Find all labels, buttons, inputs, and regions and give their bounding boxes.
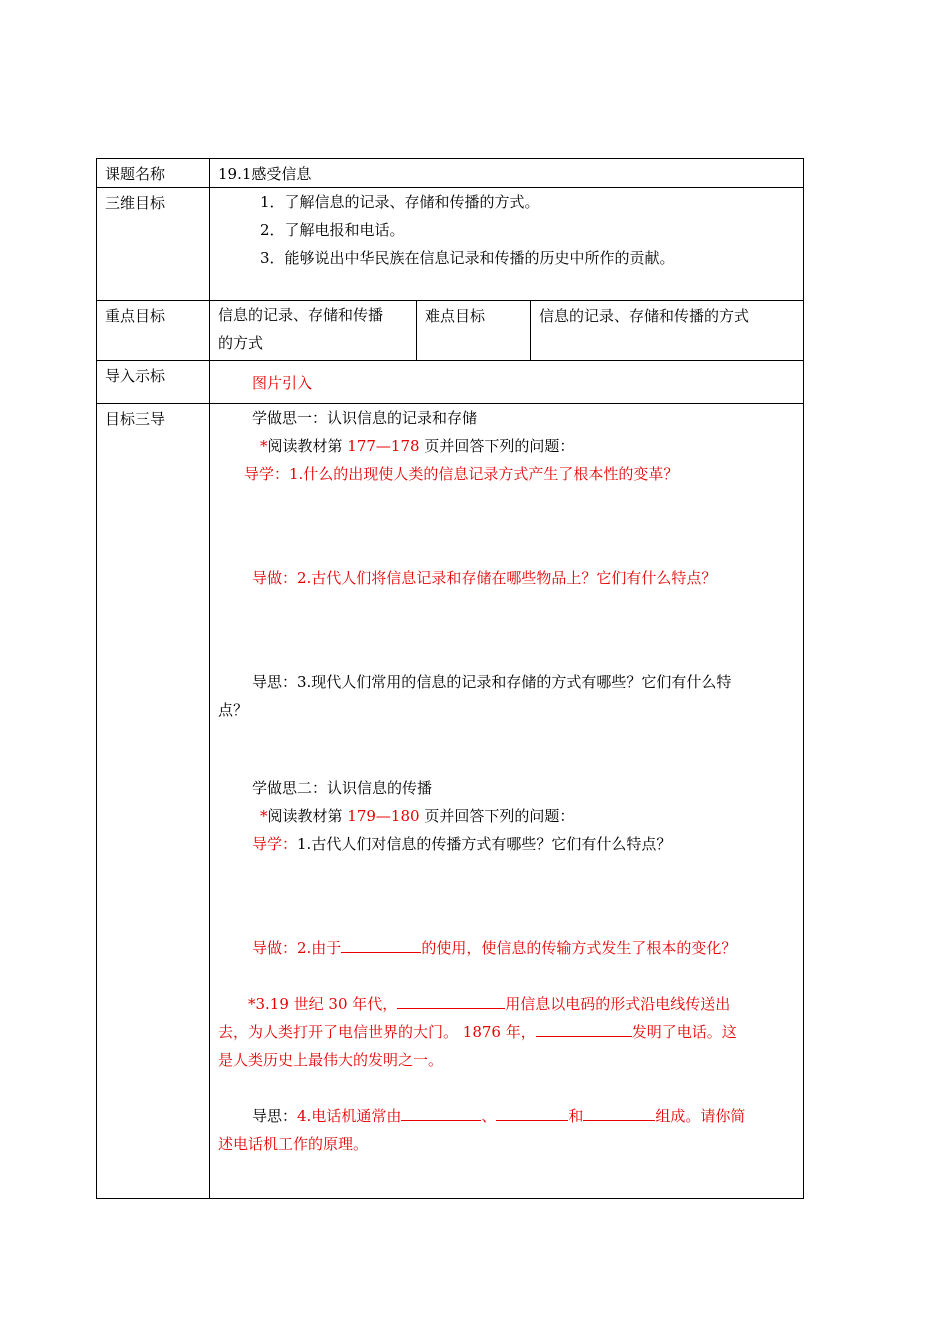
guide-content bbox=[210, 404, 798, 1158]
goals-value-cell bbox=[210, 188, 804, 301]
intro-value-cell bbox=[210, 361, 804, 404]
page-range: 177—178 bbox=[347, 437, 420, 455]
part1-q2: 导做：2.古代人们将信息记录和存储在哪些物品上？它们有什么特点？ bbox=[252, 569, 717, 587]
answer-blank[interactable] bbox=[536, 1021, 632, 1037]
answer-blank[interactable] bbox=[397, 993, 505, 1009]
page-range: 179—180 bbox=[347, 807, 420, 825]
difficulty-value-cell bbox=[531, 301, 804, 361]
difficulty-value: 信息的记录、存储和传播的方式 bbox=[539, 307, 750, 325]
guide-row bbox=[97, 404, 804, 1199]
goals-label: 三维目标 bbox=[105, 194, 166, 212]
intro-label-cell bbox=[97, 361, 210, 404]
goal-item: 2．了解电报和电话。 bbox=[260, 221, 405, 239]
intro-label: 导入示标 bbox=[105, 367, 166, 385]
guide-label-cell bbox=[97, 404, 210, 1199]
part1-q1: 导学：1.什么的出现使人类的信息记录方式产生了根本性的变革？ bbox=[244, 465, 679, 483]
part2-q3: *3.19 世纪 30 年代， 用信息以电码的形式沿电线传送出 bbox=[248, 995, 731, 1013]
part2-q1: 导学：1.古代人们对信息的传播方式有哪些？它们有什么特点？ bbox=[252, 835, 672, 853]
focus-row bbox=[97, 301, 804, 361]
answer-blank[interactable] bbox=[341, 937, 421, 953]
answer-blank[interactable] bbox=[496, 1105, 568, 1121]
intro-value: 图片引入 bbox=[252, 374, 313, 392]
focus-value-line: 信息的记录、存储和传播 bbox=[218, 306, 384, 324]
part2-q2: 导做：2.由于 的使用，使信息的传输方式发生了根本的变化？ bbox=[252, 939, 737, 957]
asterisk: * bbox=[260, 807, 268, 825]
difficulty-label: 难点目标 bbox=[425, 307, 486, 325]
focus-value-cell bbox=[210, 301, 417, 361]
part2-q4-cont: 述电话机工作的原理。 bbox=[218, 1135, 369, 1153]
difficulty-label-cell bbox=[417, 301, 531, 361]
focus-label: 重点目标 bbox=[105, 307, 166, 325]
title-value-cell bbox=[210, 159, 804, 188]
part2-q3-cont: 去，为人类打开了电信世界的大门。 1876 年， 发明了电话。这 bbox=[218, 1023, 737, 1041]
guide-label: 目标三导 bbox=[105, 410, 166, 428]
guide-content-cell bbox=[210, 404, 804, 1199]
lesson-title: 19.1感受信息 bbox=[218, 165, 312, 183]
title-label-cell bbox=[97, 159, 210, 188]
focus-value-line: 的方式 bbox=[218, 334, 264, 352]
title-label: 课题名称 bbox=[105, 165, 166, 183]
part1-reading: *阅读教材第 177—178 页并回答下列的问题： bbox=[260, 437, 575, 455]
goals-row bbox=[97, 188, 804, 301]
part1-heading: 学做思一：认识信息的记录和存储 bbox=[252, 409, 478, 427]
asterisk: * bbox=[260, 437, 268, 455]
title-row bbox=[97, 159, 804, 188]
answer-blank[interactable] bbox=[401, 1105, 481, 1121]
part2-heading: 学做思二：认识信息的传播 bbox=[252, 779, 433, 797]
goals-label-cell bbox=[97, 188, 210, 301]
lesson-plan-table bbox=[96, 158, 804, 1199]
part2-q3-cont2: 是人类历史上最伟大的发明之一。 bbox=[218, 1051, 444, 1069]
focus-label-cell bbox=[97, 301, 210, 361]
answer-blank[interactable] bbox=[583, 1105, 655, 1121]
part2-reading: *阅读教材第 179—180 页并回答下列的问题： bbox=[260, 807, 575, 825]
intro-row bbox=[97, 361, 804, 404]
part2-q4: 导思：4.电话机通常由 、 和 组成。请你简 bbox=[252, 1107, 746, 1125]
goal-item: 1．了解信息的记录、存储和传播的方式。 bbox=[260, 193, 540, 211]
part1-q3: 导思：3.现代人们常用的信息的记录和存储的方式有哪些？它们有什么特 bbox=[252, 673, 732, 691]
goal-item: 3．能够说出中华民族在信息记录和传播的历史中所作的贡献。 bbox=[260, 249, 675, 267]
part1-q3-cont: 点？ bbox=[218, 701, 249, 719]
